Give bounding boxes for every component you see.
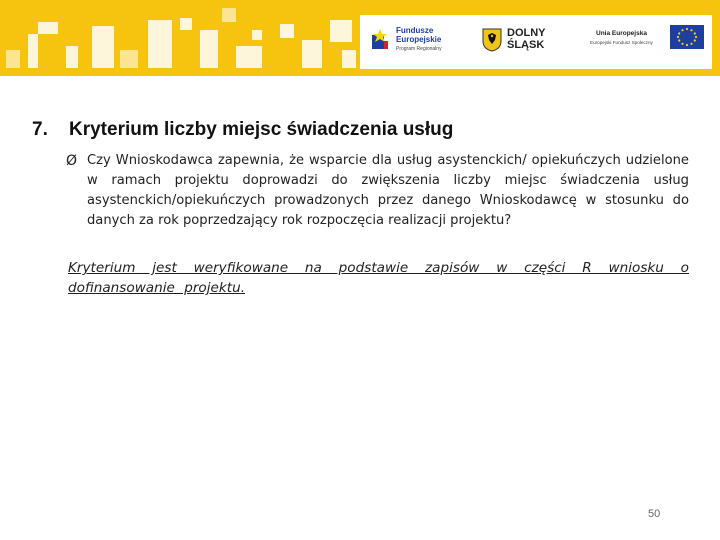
unia-line2: Europejski Fundusz Społeczny [590,40,653,45]
fundusze-line3: Program Regionalny [396,46,442,52]
decor-block [92,26,114,68]
title-number: 7. [32,119,48,140]
decor-block [200,30,218,68]
unia-europejska-logo [582,15,708,69]
decor-block [6,50,20,68]
logo-bar [360,15,712,69]
decor-block [222,8,236,22]
dolny-line2: ŚLĄSK [507,39,545,51]
decor-block [252,30,262,40]
question-bullet [66,151,689,231]
dolny-slask-logo [478,15,558,69]
decor-block [236,46,262,68]
decor-block [28,34,38,68]
decor-block [280,24,294,38]
decor-block [38,22,58,34]
funds-star-icon [370,29,390,51]
bullet-arrow-marker: Ø [66,153,78,169]
question-text: Czy Wnioskodawca zapewnia, że wsparcie dla usług asystenckich/ opiekuńczych udzielone w ramach projektu doprowadzi do zwiększenia liczby miejsc świadczenia usług asystenckich/opiekuńczych prowadzonych przez danego Wnioskodawcę w stosunku do danych za rok poprzedzający rok rozpoczęcia realizacji projektu? [87,153,689,228]
eu-flag-icon [670,25,704,49]
decor-block [66,46,78,68]
decor-block [330,20,352,42]
title-text: Kryterium liczby miejsc świadczenia usług [69,119,454,140]
decor-block [120,50,138,68]
fundusze-line2: Europejskie [396,35,442,44]
page-number: 50 [648,508,661,520]
slide-title [32,119,692,141]
decor-block [180,18,192,30]
dolny-line1: DOLNY [507,27,546,39]
decor-block [342,50,356,68]
decor-block [302,40,322,68]
decor-block [148,20,172,68]
fundusze-line1: Fundusze [396,26,434,35]
verification-note: Kryterium jest weryfikowane na podstawie zapisów w części R wniosku o dofinansowanie projektu. [68,260,689,296]
fundusze-logo [366,15,466,69]
eagle-shield-icon [482,28,502,52]
unia-line1: Unia Europejska [596,30,647,37]
